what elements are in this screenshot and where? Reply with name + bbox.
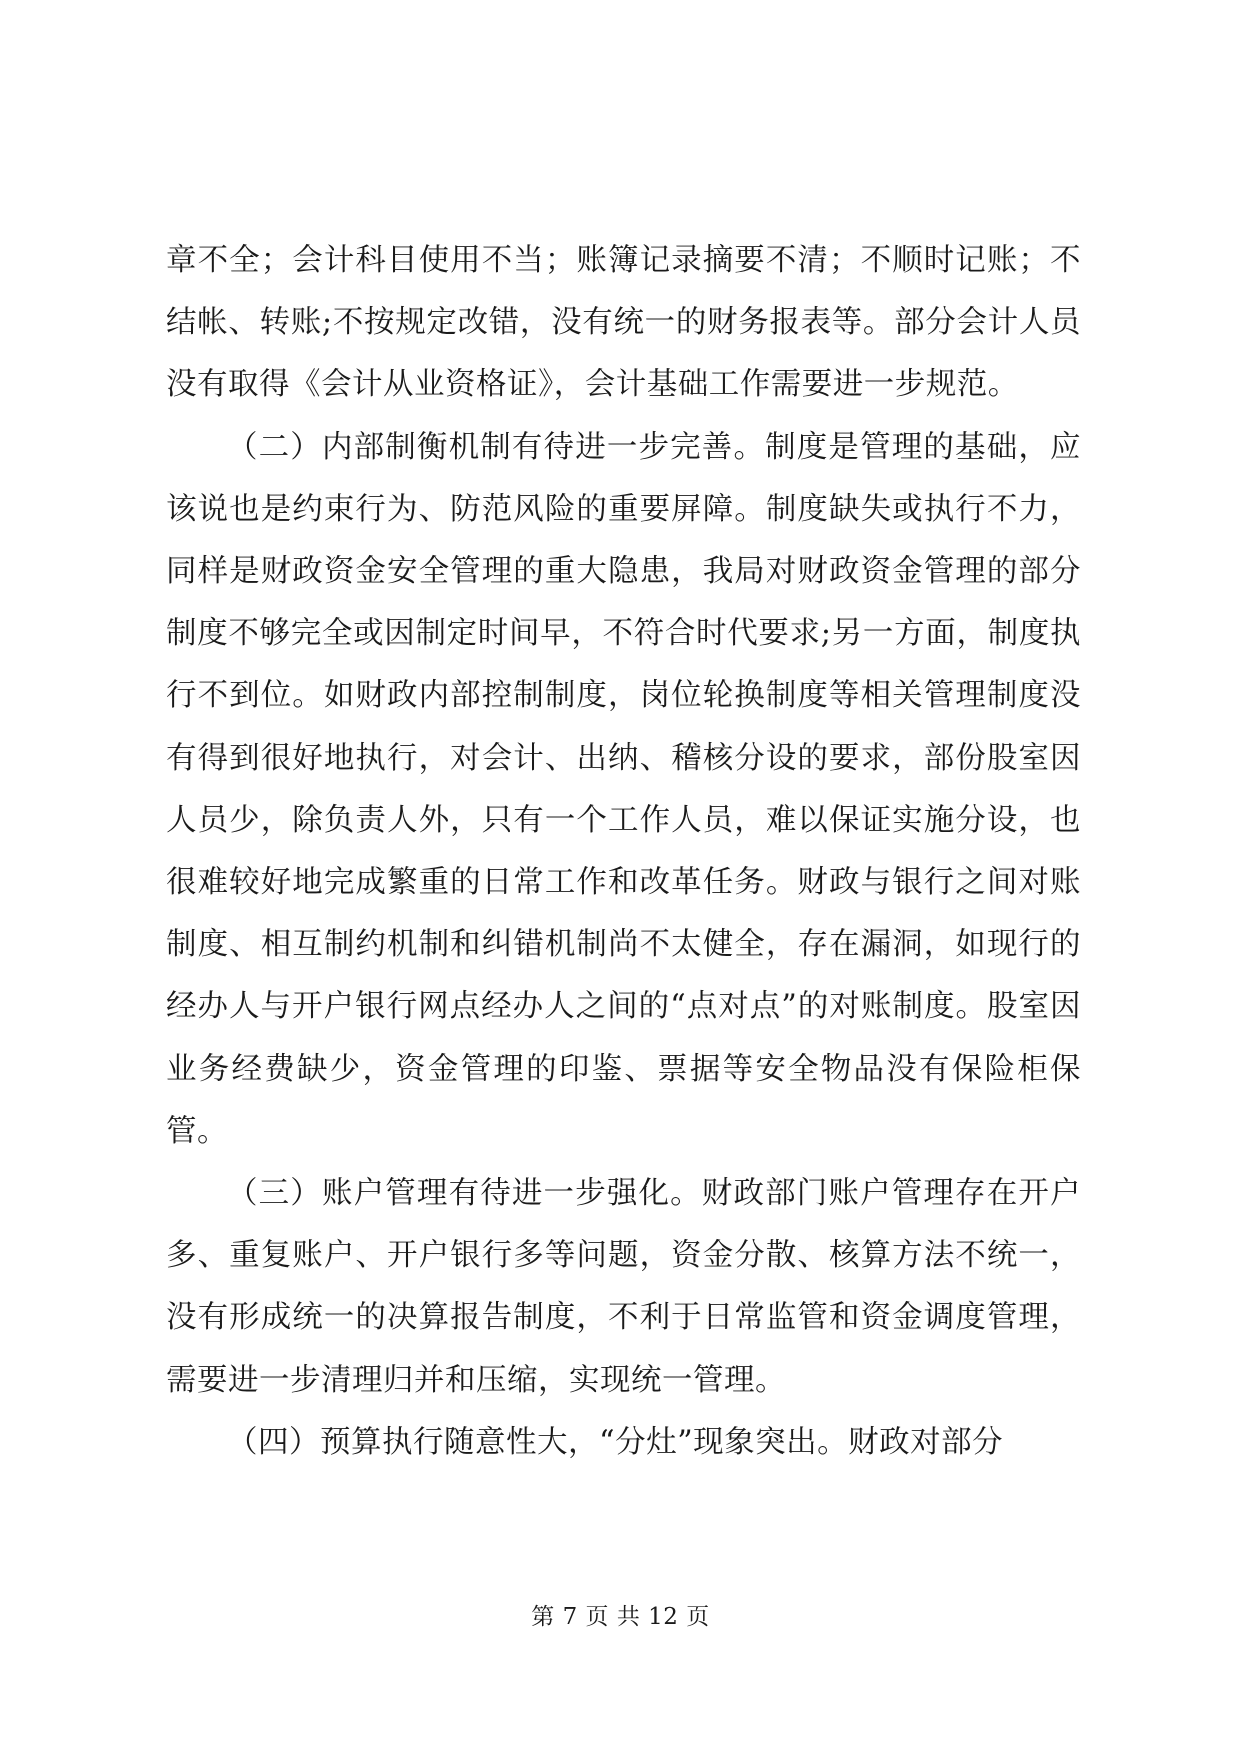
- paragraph-section-2: （二）内部制衡机制有待进一步完善。制度是管理的基础，应该说也是约束行为、防范风险的重要屏障。制度缺失或执行不力，同样是财政资金安全管理的重大隐患，我局对财政资金管理的部分制度不够完全或因制定时间早，不符合时代要求;另一方面，制度执行不到位。如财政内部控制制度，岗位轮换制度等相关管理制度没有得到很好地执行，对会计、出纳、稽核分设的要求，部份股室因人员少，除负责人外，只有一个工作人员，难以保证实施分设，也很难较好地完成繁重的日常工作和改革任务。财政与银行之间对账制度、相互制约机制和纠错机制尚不太健全，存在漏洞，如现行的经办人与开户银行网点经办人之间的“点对点”的对账制度。股室因业务经费缺少，资金管理的印鉴、票据等安全物品没有保险柜保管。: [166, 429, 1081, 1149]
- document-body: [166, 230, 1081, 1474]
- page-footer: [0, 1602, 1241, 1632]
- page-number-label: 第 7 页 共 12 页: [531, 1604, 710, 1630]
- paragraph-continuation: 章不全；会计科目使用不当；账簿记录摘要不清；不顺时记账；不结帐、转账;不按规定改错，没有统一的财务报表等。部分会计人员没有取得《会计从业资格证》，会计基础工作需要进一步规范。: [166, 243, 1081, 403]
- paragraph-section-3: （三）账户管理有待进一步强化。财政部门账户管理存在开户多、重复账户、开户银行多等问题，资金分散、核算方法不统一，没有形成统一的决算报告制度，不利于日常监管和资金调度管理，需要进一步清理归并和压缩，实现统一管理。: [166, 1176, 1081, 1398]
- paragraph-section-4: （四）预算执行随意性大，“分灶”现象突出。财政对部分: [227, 1424, 1004, 1460]
